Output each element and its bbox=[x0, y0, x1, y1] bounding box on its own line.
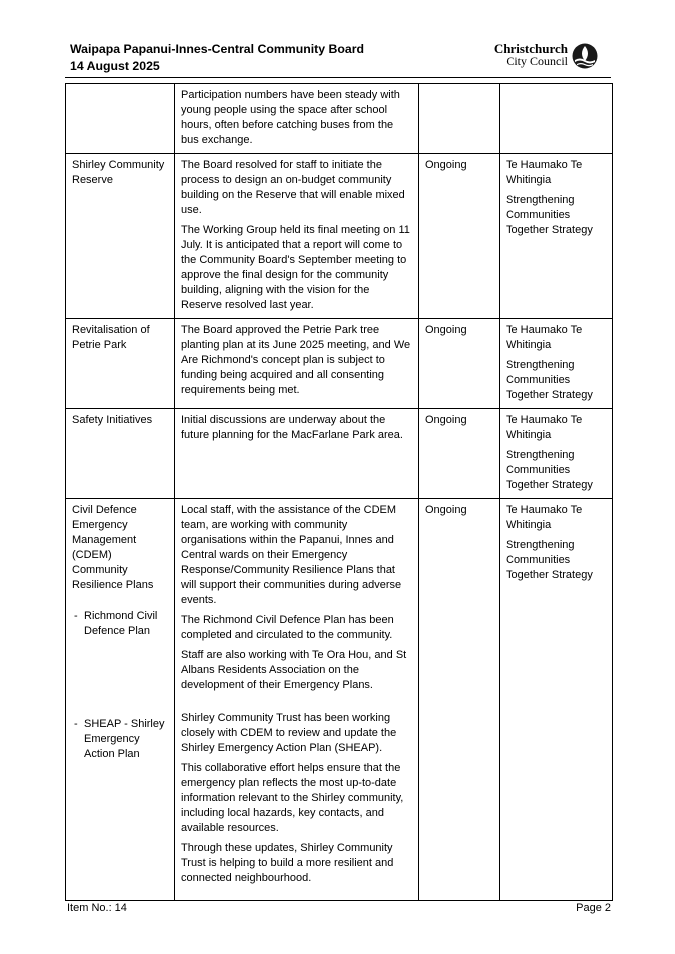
cell-paragraph: The Board resolved for staff to initiate the process to design an on-budget community building on the Reserve that will enable mixed use. bbox=[181, 159, 405, 216]
table-cell bbox=[175, 499, 419, 901]
cell-paragraph: Through these updates, Shirley Community Trust is helping to build a more resilient and connected neighbourhood. bbox=[181, 842, 394, 884]
table-row bbox=[66, 499, 613, 901]
strategy-cell bbox=[500, 409, 613, 499]
council-logo bbox=[493, 42, 598, 70]
sub-item bbox=[72, 609, 169, 639]
cell-paragraph: Strengthening Communities Together Strategy bbox=[506, 194, 593, 236]
cell-paragraph: The Working Group held its final meeting on 11 July. It is anticipated that a report will come to the Community Board's September meeting to approve the final design for the community building, aligning with the vision for the Reserve resolved last year. bbox=[181, 224, 410, 311]
cell-paragraph: Te Haumako Te Whitingia bbox=[506, 414, 583, 441]
cell-paragraph: Strengthening Communities Together Strategy bbox=[506, 359, 593, 401]
sub-item-label: Richmond Civil Defence Plan bbox=[84, 610, 158, 637]
cell-paragraph: Te Haumako Te Whitingia bbox=[506, 324, 583, 351]
table-row bbox=[66, 319, 613, 409]
project-name-cell: Shirley Community Reserve bbox=[66, 154, 175, 319]
cell-paragraph: The Richmond Civil Defence Plan has been completed and circulated to the community. bbox=[181, 614, 394, 641]
cell-paragraph: Te Haumako Te Whitingia bbox=[506, 159, 583, 186]
cell-paragraph: Strengthening Communities Together Strategy bbox=[506, 539, 593, 581]
table-cell bbox=[66, 84, 175, 154]
strategy-cell bbox=[500, 319, 613, 409]
footer-page-number: Page 2 bbox=[576, 902, 611, 914]
dash-bullet: - bbox=[74, 718, 78, 730]
table-row bbox=[66, 409, 613, 499]
cell-paragraph: This collaborative effort helps ensure that the emergency plan reflects the most up-to-date information relevant to the Shirley community, including local hazards, key contacts, and available resources. bbox=[181, 762, 404, 834]
cell-paragraph: Strengthening Communities Together Strategy bbox=[506, 449, 593, 491]
cell-paragraph: Local staff, with the assistance of the CDEM team, are working with community organisations within the Papanui, Innes and Central wards on their Emergency Response/Community Resilience Plans that will support their communities during adverse events. bbox=[181, 504, 402, 606]
header-date: 14 August 2025 bbox=[70, 59, 160, 73]
table-cell bbox=[175, 154, 419, 319]
status-cell: Ongoing bbox=[419, 499, 500, 901]
page-header bbox=[70, 40, 610, 78]
sub-item-label: SHEAP - Shirley Emergency Action Plan bbox=[84, 718, 165, 760]
cell-paragraph: Te Haumako Te Whitingia bbox=[506, 504, 583, 531]
project-name: Civil Defence Emergency Management (CDEM) Community Resilience Plans bbox=[72, 504, 154, 591]
table-cell bbox=[175, 84, 419, 154]
cell-paragraph: Staff are also working with Te Ora Hou, and St Albans Residents Association on the development of their Emergency Plans. bbox=[181, 649, 407, 691]
table-row bbox=[66, 84, 613, 154]
council-logo-icon bbox=[572, 43, 598, 69]
header-title: Waipapa Papanui-Innes-Central Community Board bbox=[70, 42, 365, 56]
table-cell bbox=[175, 319, 419, 409]
table-cell bbox=[419, 84, 500, 154]
table-row bbox=[66, 154, 613, 319]
strategy-cell bbox=[500, 154, 613, 319]
sub-item bbox=[72, 717, 169, 762]
status-cell: Ongoing bbox=[419, 154, 500, 319]
strategy-cell bbox=[500, 499, 613, 901]
logo-line1: Christchurch bbox=[493, 41, 568, 56]
cell-paragraph: Initial discussions are underway about the future planning for the MacFarlane Park area. bbox=[181, 414, 403, 441]
status-cell: Ongoing bbox=[419, 319, 500, 409]
project-name-cell: Safety Initiatives bbox=[66, 409, 175, 499]
table-cell bbox=[175, 409, 419, 499]
footer-item-number: Item No.: 14 bbox=[67, 902, 127, 914]
table-cell bbox=[500, 84, 613, 154]
cell-paragraph: The Board approved the Petrie Park tree planting plan at its June 2025 meeting, and We Are Richmond's concept plan is subject to funding being acquired and all consenting requirements being met. bbox=[181, 324, 411, 396]
project-name-cell bbox=[66, 499, 175, 901]
projects-table bbox=[65, 83, 613, 901]
logo-line2: City Council bbox=[506, 54, 568, 68]
header-rule bbox=[65, 77, 611, 78]
sheap-block bbox=[181, 711, 413, 886]
cell-paragraph: Shirley Community Trust has been working closely with CDEM to review and update the Shirley Emergency Action Plan (SHEAP). bbox=[181, 712, 397, 754]
footer-rule bbox=[65, 900, 611, 901]
cell-paragraph: Participation numbers have been steady with young people using the space after school hours, often before catching buses from the bus exchange. bbox=[181, 89, 400, 146]
status-cell: Ongoing bbox=[419, 409, 500, 499]
dash-bullet: - bbox=[74, 610, 78, 622]
project-name-cell: Revitalisation of Petrie Park bbox=[66, 319, 175, 409]
